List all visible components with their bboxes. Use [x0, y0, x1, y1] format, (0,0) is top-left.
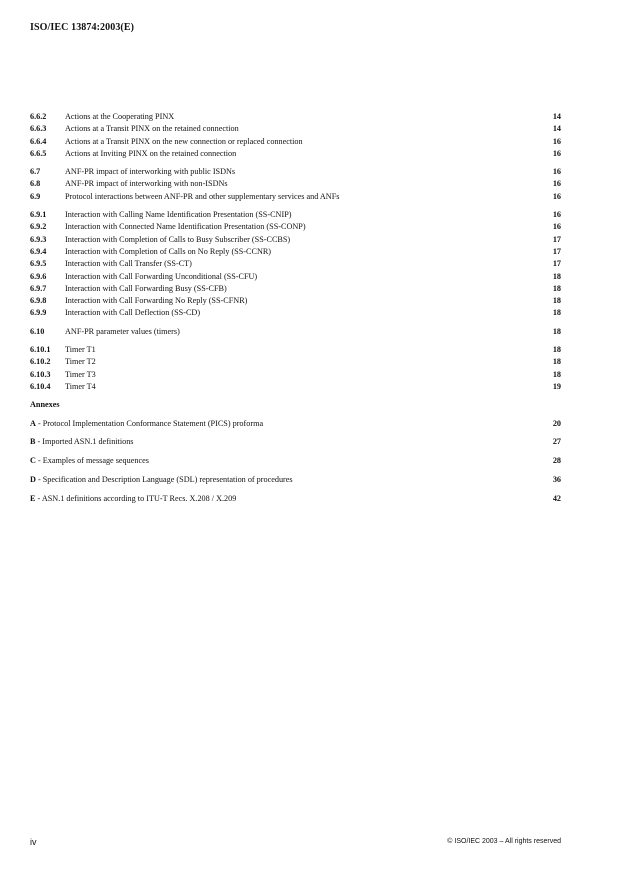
page-ref: 14 [552, 124, 561, 134]
toc-entry[interactable] [30, 295, 561, 307]
page-number: iv [30, 837, 37, 847]
toc-entry[interactable] [30, 123, 561, 135]
section-number: 6.6.2 [30, 112, 47, 121]
table-of-contents [30, 111, 561, 512]
section-title: Interaction with Call Forwarding No Reply (SS-CFNR) [65, 296, 248, 306]
annex-title-text: - ASN.1 definitions according to ITU-T Recs. X.208 / X.209 [35, 493, 237, 503]
section-number: 6.6.3 [30, 124, 47, 134]
section-title: Interaction with Calling Name Identification Presentation (SS-CNIP) [65, 210, 292, 220]
annexes-heading: Annexes [30, 400, 60, 410]
section-number: 6.7 [30, 167, 41, 177]
page-ref: 18 [552, 345, 561, 355]
page-ref: 28 [552, 456, 561, 466]
annex-letter: C [30, 456, 36, 466]
toc-entry[interactable] [30, 344, 561, 356]
toc-entry[interactable] [30, 191, 561, 203]
toc-group [30, 326, 561, 338]
page-ref: 16 [552, 222, 561, 232]
page-ref: 18 [552, 369, 561, 379]
page-ref: 19 [552, 381, 561, 391]
section-number: 6.9.2 [30, 222, 47, 232]
annex-entry[interactable] [30, 474, 561, 486]
section-number: 6.9.7 [30, 283, 47, 293]
section-number: 6.9.5 [30, 259, 47, 269]
section-title: Actions at Inviting PINX on the retained connection [65, 148, 237, 158]
section-number: 6.10 [30, 326, 45, 336]
toc-entry[interactable] [30, 307, 561, 319]
toc-entry[interactable] [30, 369, 561, 381]
page-ref: 16 [552, 210, 561, 220]
page-ref: 18 [552, 283, 561, 293]
toc-entry[interactable] [30, 381, 561, 393]
section-title: ANF-PR impact of interworking with non-ISDNs [65, 179, 228, 189]
annex-letter: B [30, 437, 36, 447]
annex-title-text: - Imported ASN.1 definitions [35, 437, 134, 447]
toc-group [30, 209, 561, 320]
section-title: Timer T3 [65, 369, 96, 379]
section-title: Actions at a Transit PINX on the new connection or replaced connection [65, 136, 303, 146]
annex-entry[interactable] [30, 493, 561, 505]
page-ref: 36 [552, 474, 561, 484]
section-title: Interaction with Completion of Calls to Busy Subscriber (SS-CCBS) [65, 234, 291, 244]
annex-title [30, 493, 531, 505]
copyright-notice: © ISO/IEC 2003 – All rights reserved [447, 838, 561, 845]
annex-entry[interactable] [30, 436, 561, 448]
section-number: 6.10.4 [30, 381, 51, 391]
annex-title [30, 474, 531, 486]
page-ref: 16 [552, 191, 561, 201]
section-number: 6.9 [30, 191, 41, 201]
section-number: 6.8 [30, 179, 41, 189]
toc-entry[interactable] [30, 148, 561, 160]
annex-letter: E [30, 493, 36, 503]
annex-title [30, 418, 531, 430]
page-ref: 18 [552, 296, 561, 306]
annex-entry[interactable] [30, 418, 561, 430]
annex-letter: A [30, 418, 36, 428]
page-ref: 17 [552, 246, 561, 256]
section-number: 6.9.6 [30, 271, 47, 281]
section-title: Interaction with Call Forwarding Busy (SS-CFB) [65, 283, 227, 293]
annex-title [30, 455, 531, 467]
page-ref: 16 [552, 136, 561, 146]
toc-entry[interactable] [30, 283, 561, 295]
annex-title [30, 436, 531, 448]
page-ref: 27 [552, 437, 561, 447]
page-ref: 42 [552, 493, 561, 503]
page-ref: 18 [552, 271, 561, 281]
annex-title-text: - Examples of message sequences [35, 456, 149, 466]
section-number: 6.10.1 [30, 345, 51, 355]
toc-group [30, 111, 561, 160]
page-ref: 20 [552, 418, 561, 428]
section-title: Actions at the Cooperating PINX [65, 112, 175, 121]
section-number: 6.10.2 [30, 357, 51, 367]
section-number: 6.6.5 [30, 148, 47, 158]
section-number: 6.9.9 [30, 308, 47, 318]
page-ref: 16 [552, 148, 561, 158]
section-title: Interaction with Connected Name Identification Presentation (SS-CONP) [65, 222, 306, 232]
toc-sections [30, 111, 561, 393]
page-ref: 17 [552, 234, 561, 244]
toc-group [30, 166, 561, 203]
toc-entry[interactable] [30, 221, 561, 233]
annex-entry[interactable] [30, 455, 561, 467]
page-ref: 18 [552, 308, 561, 318]
toc-entry[interactable] [30, 258, 561, 270]
section-title: Actions at a Transit PINX on the retained connection [65, 124, 239, 134]
annex-title-text: - Protocol Implementation Conformance Statement (PICS) proforma [35, 418, 264, 428]
page-ref: 16 [552, 179, 561, 189]
annex-letter: D [30, 474, 36, 484]
section-number: 6.9.3 [30, 234, 47, 244]
section-title: Interaction with Call Forwarding Unconditional (SS-CFU) [65, 271, 258, 281]
section-title: Timer T4 [65, 381, 96, 391]
page-ref: 16 [552, 167, 561, 177]
toc-entry[interactable] [30, 166, 561, 178]
section-title: Interaction with Completion of Calls on No Reply (SS-CCNR) [65, 246, 272, 256]
toc-entry[interactable] [30, 178, 561, 190]
annex-title-text: - Specification and Description Language (SDL) representation of procedures [35, 474, 293, 484]
section-title: ANF-PR parameter values (timers) [65, 326, 180, 336]
annex-list [30, 418, 561, 505]
toc-entry[interactable] [30, 111, 561, 123]
page-ref: 14 [552, 112, 561, 121]
section-number: 6.10.3 [30, 369, 51, 379]
page-ref: 17 [552, 259, 561, 269]
toc-entry[interactable] [30, 136, 561, 148]
page-ref: 18 [552, 357, 561, 367]
section-title: Timer T2 [65, 357, 96, 367]
section-title: Timer T1 [65, 345, 96, 355]
toc-entry[interactable] [30, 356, 561, 368]
toc-entry[interactable] [30, 234, 561, 246]
document-id-header: ISO/IEC 13874:2003(E) [30, 22, 135, 33]
section-title: ANF-PR impact of interworking with public ISDNs [65, 167, 236, 177]
toc-group [30, 344, 561, 393]
toc-entry[interactable] [30, 246, 561, 258]
section-title: Interaction with Call Transfer (SS-CT) [65, 259, 192, 269]
section-number: 6.9.8 [30, 296, 47, 306]
section-number: 6.6.4 [30, 136, 47, 146]
toc-entry[interactable] [30, 326, 561, 338]
section-number: 6.9.1 [30, 210, 47, 220]
toc-entry[interactable] [30, 271, 561, 283]
page-ref: 18 [552, 326, 561, 336]
toc-entry[interactable] [30, 209, 561, 221]
section-title: Interaction with Call Deflection (SS-CD) [65, 308, 201, 318]
section-number: 6.9.4 [30, 246, 47, 256]
section-title: Protocol interactions between ANF-PR and other supplementary services and ANFs [65, 191, 340, 201]
